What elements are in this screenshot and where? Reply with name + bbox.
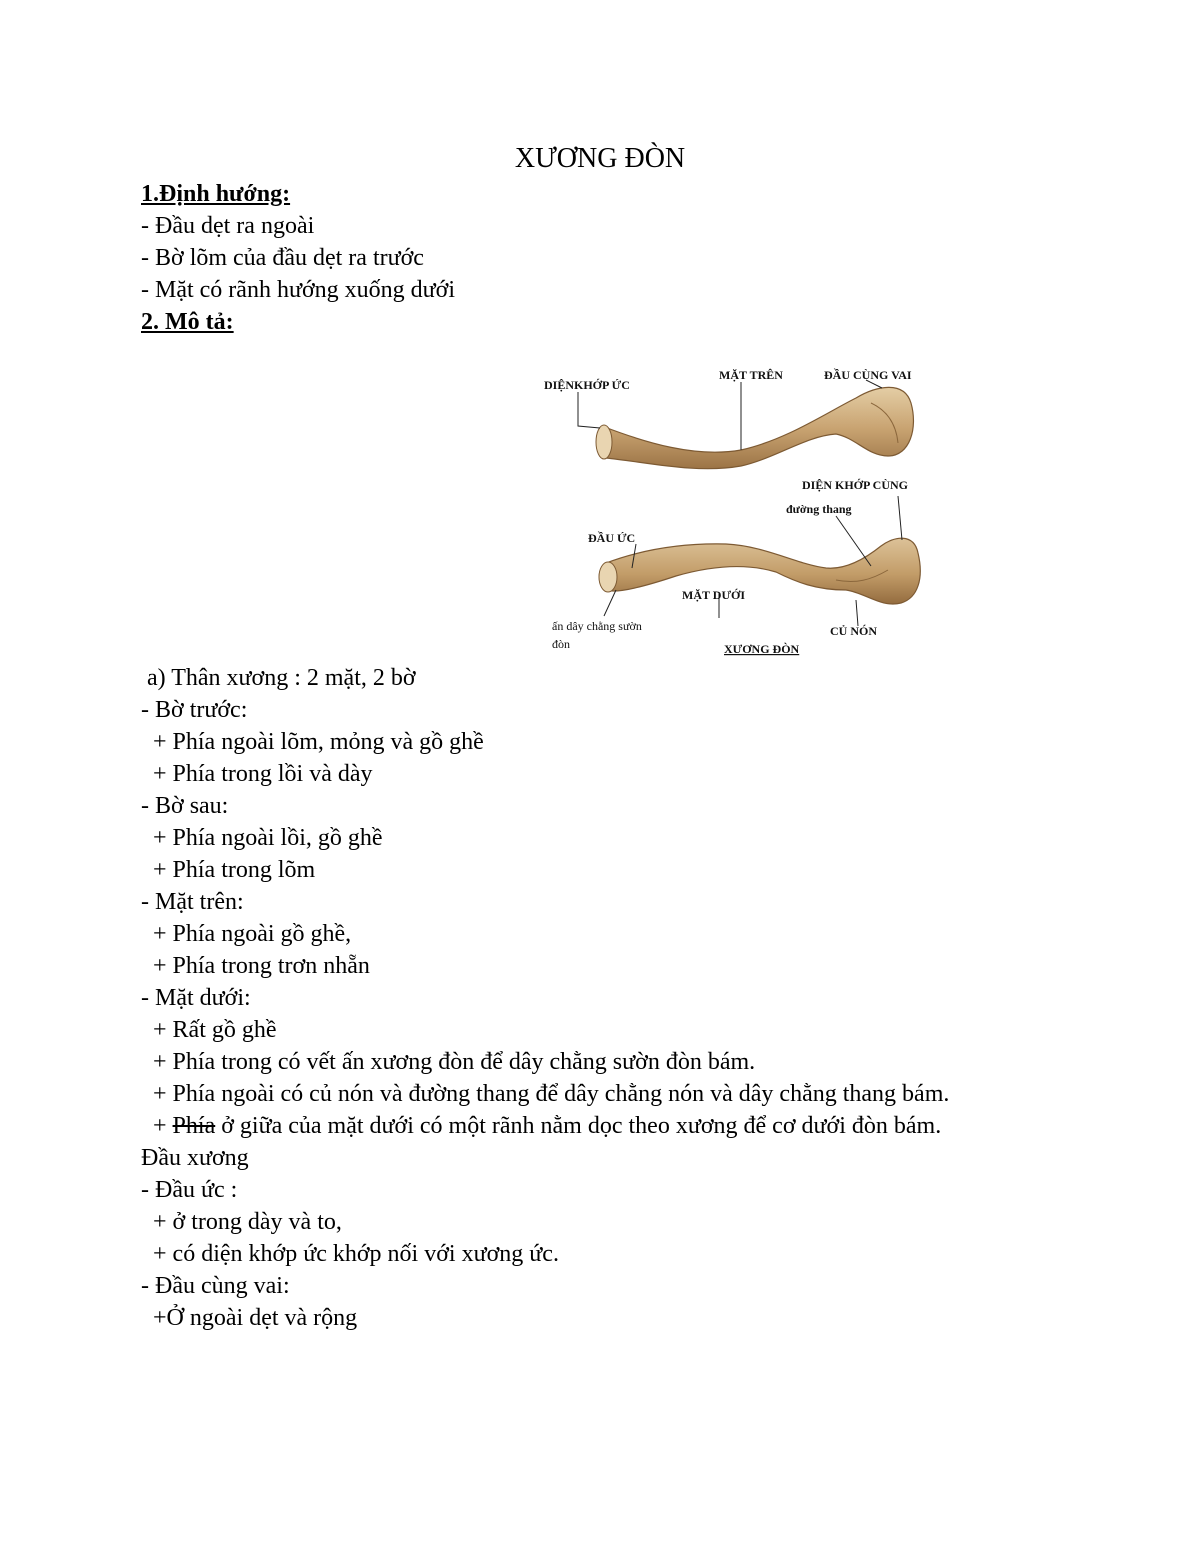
label-mat-duoi: MẶT DƯỚI xyxy=(682,588,745,602)
label-cu-non: CỦ NÓN xyxy=(830,624,877,638)
clavicle-superior-view xyxy=(596,387,913,468)
clavicle-figure xyxy=(536,358,946,663)
body-line-dau-xuong: Đầu xương xyxy=(141,1145,249,1171)
body-line-bo-truoc-ngoai: + Phía ngoài lõm, mỏng và gồ ghề xyxy=(141,729,484,755)
label-dien-khop-uc: DIỆNKHỚP ỨC xyxy=(544,378,630,392)
section-heading-orientation: 1.Định hướng: xyxy=(141,181,291,207)
body-line-bo-truoc-trong: + Phía trong lồi và dày xyxy=(141,761,373,787)
body-line-dau-cung-vai: - Đầu cùng vai: xyxy=(141,1273,290,1299)
body-line-dau-cung-vai-ngoai: +Ở ngoài dẹt và rộng xyxy=(141,1305,358,1331)
body-line-mat-duoi-ngoai: + Phía ngoài có củ nón và đường thang để dây chằng nón và dây chằng thang bám. xyxy=(141,1081,950,1107)
label-duong-thang: đường thang xyxy=(786,502,852,516)
body-line-mat-tren-trong: + Phía trong trơn nhẵn xyxy=(141,953,370,979)
figure-caption: XƯƠNG ĐÒN xyxy=(724,642,800,656)
body-line-bo-sau: - Bờ sau: xyxy=(141,793,229,819)
clavicle-inferior-view xyxy=(599,538,920,604)
struck-word: Phía xyxy=(172,1113,216,1139)
body-line-than-xuong: a) Thân xương : 2 mặt, 2 bờ xyxy=(141,665,416,691)
orientation-item-3: - Mặt có rãnh hướng xuống dưới xyxy=(141,277,456,303)
body-line-mat-duoi-trong: + Phía trong có vết ấn xương đòn để dây chằng sườn đòn bám. xyxy=(141,1049,756,1075)
body-line-mat-duoi: - Mặt dưới: xyxy=(141,985,251,1011)
section-heading-description: 2. Mô tả: xyxy=(141,309,234,335)
description-body xyxy=(141,662,1021,1334)
clavicle-illustration xyxy=(536,358,946,663)
body-line-bo-sau-trong: + Phía trong lõm xyxy=(141,857,316,883)
body-line-mat-duoi-giua xyxy=(141,1110,1021,1142)
body-line-prefix: + xyxy=(141,1113,173,1139)
body-line-rest: ở giữa của mặt dưới có một rãnh nằm dọc theo xương để cơ dưới đòn bám. xyxy=(215,1113,942,1139)
body-line-dau-uc-dien-khop: + có diện khớp ức khớp nối với xương ức. xyxy=(141,1241,559,1267)
body-line-bo-sau-ngoai: + Phía ngoài lồi, gồ ghề xyxy=(141,825,383,851)
label-dau-cung-vai: ĐẦU CÙNG VAI xyxy=(824,368,912,382)
body-line-mat-tren-ngoai: + Phía ngoài gồ ghề, xyxy=(141,921,352,947)
label-dien-khop-cung: DIỆN KHỚP CÙNG xyxy=(802,478,909,492)
orientation-item-2: - Bờ lõm của đầu dẹt ra trước xyxy=(141,245,424,271)
label-an-day-chang-line1: ấn dây chằng sườn xyxy=(552,619,642,633)
document-title: XƯƠNG ĐÒN xyxy=(514,143,686,174)
label-dau-uc: ĐẦU ỨC xyxy=(588,531,636,545)
orientation-item-1: - Đầu dẹt ra ngoài xyxy=(141,213,315,239)
body-line-mat-duoi-go-ghe: + Rất gồ ghề xyxy=(141,1017,277,1043)
section-orientation xyxy=(141,178,1021,338)
label-an-day-chang-line2: đòn xyxy=(552,637,570,651)
body-line-mat-tren: - Mặt trên: xyxy=(141,889,244,915)
label-mat-tren: MẶT TRÊN xyxy=(719,368,783,382)
body-line-dau-uc-trong: + ở trong dày và to, xyxy=(141,1209,342,1235)
body-line-bo-truoc: - Bờ trước: xyxy=(141,697,248,723)
body-line-dau-uc: - Đầu ức : xyxy=(141,1177,238,1203)
